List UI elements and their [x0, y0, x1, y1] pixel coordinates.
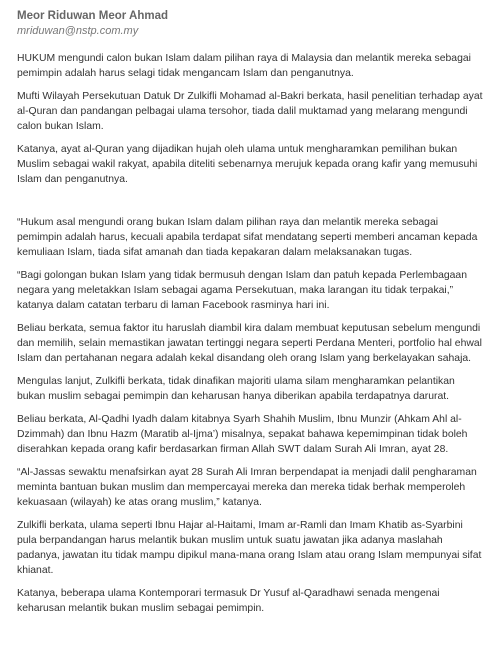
paragraph: Beliau berkata, semua faktor itu haruslah diambil kira dalam membuat keputusan sebelum mengundi dan memilih, selain memastikan jawatan tertinggi negara seperti Perdana Menteri, portfolio hal ehwal Islam dan pertahanan negara adalah kekal disandang oleh orang Islam yang berkelayakan sahaja.	[17, 323, 482, 364]
paragraph: Beliau berkata, Al-Qadhi Iyadh dalam kitabnya Syarh Shahih Muslim, Ibnu Munzir (Ahkam Ahl al-Dzimmah) dan Ibnu Hazm (Maratib al-Ijma’) misalnya, sepakat bahawa kepemimpinan tidak boleh diserahkan kepada orang kafir berdasarkan firman Allah SWT dalam Surah Ali Imran, ayat 28.	[17, 414, 468, 455]
section-gap	[17, 195, 485, 215]
paragraph: Mufti Wilayah Persekutuan Datuk Dr Zulkifli Mohamad al-Bakri berkata, hasil penelitian terhadap ayat al-Quran dan pandangan pelbagai ulama tersohor, tiada dalil muktamad yang melarang mengundi calon bukan Islam.	[17, 91, 483, 132]
author-name: Meor Riduwan Meor Ahmad	[17, 10, 168, 22]
author-block	[17, 9, 485, 39]
paragraph: Katanya, ayat al-Quran yang dijadikan hujah oleh ulama untuk mengharamkan pemilihan bukan Muslim sebagai wakil rakyat, apabila diteliti sebenarnya merujuk kepada orang kafir yang memusuhi Islam dan penganutnya.	[17, 144, 478, 185]
paragraph: “Hukum asal mengundi orang bukan Islam dalam pilihan raya dan melantik mereka sebagai pemimpin adalah harus, kecuali apabila terdapat sifat mendatang seperti memberi ancaman kepada kemuliaan Islam, tiada sifat amanah dan tiada kepakaran dalam melaksanakan tugas.	[17, 217, 478, 258]
paragraph: Zulkifli berkata, ulama seperti Ibnu Hajar al-Haitami, Imam ar-Ramli dan Imam Khatib as-Syarbini pula berpandangan harus melantik bukan muslim untuk suatu jawatan jika adanya maslahah padanya, jawatan itu tidak mampu dipikul mana-mana orang Islam atau orang Islam mempunyai sifat khianat.	[17, 520, 482, 576]
paragraph: “Al-Jassas sewaktu menafsirkan ayat 28 Surah Ali Imran berpendapat ia menjadi dalil pengharaman meminta bantuan bukan muslim dan mempercayai mereka dan mereka tidak berhak memperoleh kekuasaan (wilayah) ke atas orang muslim,” katanya.	[17, 467, 477, 508]
author-email[interactable]: mriduwan@nstp.com.my	[17, 25, 139, 37]
paragraph: Mengulas lanjut, Zulkifli berkata, tidak dinafikan majoriti ulama silam mengharamkan pelantikan bukan muslim sebagai pemimpin dan keharusan hanya diberikan apabila terdapatnya darurat.	[17, 376, 455, 402]
paragraph: “Bagi golongan bukan Islam yang tidak bermusuh dengan Islam dan patuh kepada Perlembagaan negara yang meletakkan Islam sebagai agama Persekutuan, maka larangan itu tidak terpakai,” katanya dalam catatan terbaru di laman Facebook rasminya hari ini.	[17, 270, 467, 311]
paragraph: Katanya, beberapa ulama Kontemporari termasuk Dr Yusuf al-Qaradhawi senada mengenai keharusan melantik bukan muslim sebagai pemimpin.	[17, 588, 440, 614]
paragraph: HUKUM mengundi calon bukan Islam dalam pilihan raya di Malaysia dan melantik mereka sebagai pemimpin adalah harus selagi tidak mengancam Islam dan penganutnya.	[17, 53, 471, 79]
